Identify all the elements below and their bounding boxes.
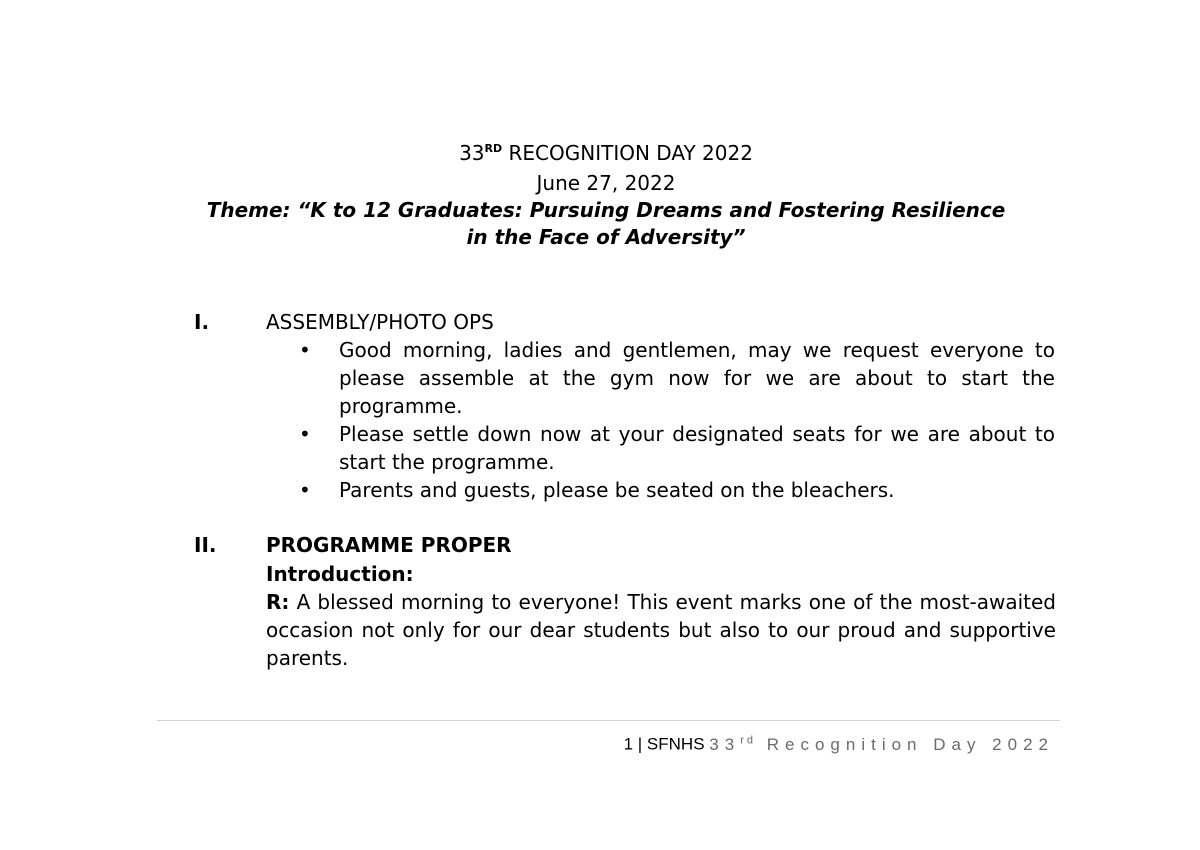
footer-separator: | (637, 734, 643, 754)
bullet-text: Please settle down now at your designated seats for we are about to start the programme. (339, 422, 1055, 474)
event-title (0, 140, 1200, 170)
section-title: ASSEMBLY/PHOTO OPS (266, 310, 494, 334)
bullet-text: Good morning, ladies and gentlemen, may we request everyone to please assemble at the gym now for we are about to start the programme. (339, 338, 1055, 418)
event-date: June 27, 2022 (536, 171, 676, 195)
bullet-item (299, 420, 1055, 476)
subheading: Introduction: (266, 562, 414, 586)
bullet-item (299, 476, 1055, 504)
section-number: II. (194, 533, 217, 557)
footer-school: SFNHS (646, 734, 705, 754)
page-footer (624, 728, 1054, 757)
page-number: 1 (623, 734, 634, 754)
footer-event-suffix: rd (740, 734, 756, 746)
bullet-item (299, 336, 1055, 420)
bullet-icon: • (299, 422, 311, 446)
bullet-icon: • (299, 338, 311, 362)
section-title: PROGRAMME PROPER (266, 533, 512, 557)
intro-paragraph (266, 588, 1056, 672)
bullet-list (299, 336, 1055, 504)
footer-event-number: 33 (709, 734, 741, 754)
document-header (0, 140, 1200, 251)
title-number: 33 (459, 141, 485, 165)
title-ordinal-suffix: RD (484, 142, 503, 155)
footer-event (709, 735, 1054, 754)
theme-line-2: in the Face of Adversity” (466, 225, 746, 249)
footer-event-text: Recognition Day 2022 (766, 734, 1054, 754)
bullet-icon: • (299, 478, 311, 502)
title-text: RECOGNITION DAY 2022 (502, 141, 753, 165)
footer-divider (157, 720, 1060, 721)
speaker-label: R: (266, 590, 290, 614)
bullet-text: Parents and guests, please be seated on the bleachers. (339, 478, 895, 502)
theme-line-1: Theme: “K to 12 Graduates: Pursuing Dreams and Fostering Resilience (206, 198, 1006, 222)
paragraph-text: A blessed morning to everyone! This event marks one of the most-awaited occasion not only for our dear students but also to our proud and supportive parents. (266, 590, 1056, 670)
section-number: I. (194, 310, 210, 334)
